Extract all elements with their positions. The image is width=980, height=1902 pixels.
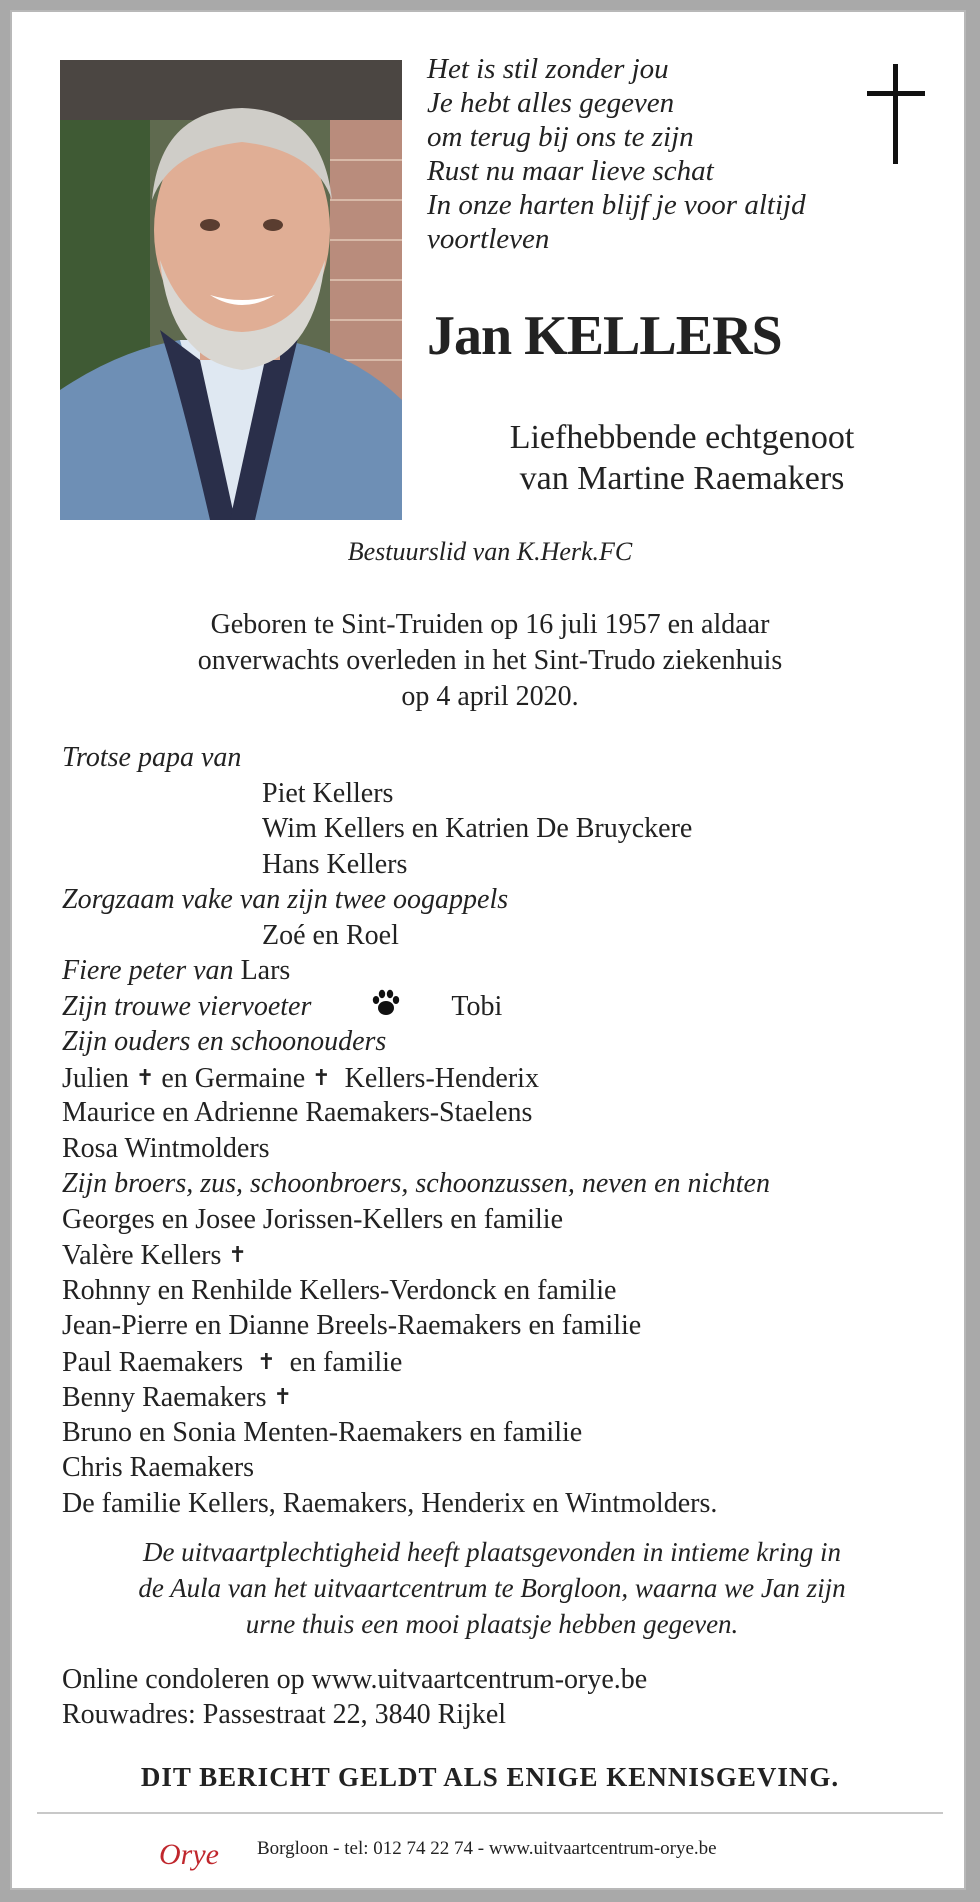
poem-line: voortleven	[427, 223, 550, 255]
sibling-line	[62, 1237, 942, 1273]
poem-line: Rust nu maar lieve schat	[427, 155, 714, 187]
ceremony-text	[52, 1534, 932, 1642]
parents-heading: Zijn ouders en schoonouders	[62, 1026, 387, 1057]
spouse-line-2: van Martine Raemakers	[519, 460, 845, 497]
grandchildren-names: Zoé en Roel	[262, 919, 399, 951]
pet-line	[62, 989, 942, 1025]
paw-icon	[371, 989, 401, 1017]
parent-name: Julien	[62, 1062, 129, 1094]
godchild-name: Lars	[240, 955, 291, 986]
pet-name: Tobi	[451, 990, 503, 1022]
poem-line: Je hebt alles gegeven	[427, 87, 675, 119]
child-name: Piet Kellers	[262, 777, 394, 809]
birth-death-text	[12, 607, 968, 715]
ceremony-line: de Aula van het uitvaartcentrum te Borgloon, waarna we Jan zijn	[138, 1573, 846, 1603]
cross-icon: ✝	[257, 1348, 276, 1374]
child-name: Hans Kellers	[262, 848, 408, 880]
ceremony-line: urne thuis een mooi plaatsje hebben gegeven.	[245, 1609, 739, 1639]
grandchildren-heading: Zorgzaam vake van zijn twee oogappels	[62, 884, 509, 915]
divider	[37, 1812, 943, 1814]
board-member-line: Bestuurslid van K.Herk.FC	[347, 537, 633, 566]
obituary-card	[10, 10, 966, 1890]
cross-icon: ✝	[273, 1384, 292, 1409]
sibling-line: Jean-Pierre en Dianne Breels-Raemakers en familie	[62, 1310, 642, 1341]
pet-heading: Zijn trouwe viervoeter	[62, 990, 312, 1022]
address-line: Rouwadres: Passestraat 22, 3840 Rijkel	[62, 1699, 507, 1730]
parent-name: en Germaine	[161, 1062, 306, 1094]
sibling-line: Georges en Josee Jorissen-Kellers en familie	[62, 1203, 563, 1235]
birth-death-line: Geboren te Sint-Truiden op 16 juli 1957 en aldaar	[210, 609, 770, 640]
birth-death-line: onverwachts overleden in het Sint-Trudo ziekenhuis	[197, 645, 783, 676]
family-list	[62, 740, 942, 1521]
cross-icon: ✝	[228, 1242, 247, 1267]
cross-icon: ✝	[135, 1064, 155, 1090]
sibling-name: Valère Kellers	[62, 1240, 222, 1271]
notice-line: DIT BERICHT GELDT ALS ENIGE KENNISGEVING.	[140, 1762, 840, 1792]
ceremony-line: De uitvaartplechtigheid heeft plaatsgevonden in intieme kring in	[142, 1537, 842, 1567]
sibling-line: Rohnny en Renhilde Kellers-Verdonck en familie	[62, 1274, 617, 1306]
sibling-line: Chris Raemakers	[62, 1452, 255, 1483]
parent-surname: Kellers-Henderix	[344, 1062, 539, 1094]
godchild-line	[62, 953, 942, 989]
children-heading: Trotse papa van	[62, 742, 242, 773]
sibling-name: Benny Raemakers	[62, 1382, 267, 1413]
birth-death-line: op 4 april 2020.	[401, 681, 579, 712]
sibling-line	[62, 1379, 942, 1415]
poem-line: Het is stil zonder jou	[427, 53, 669, 85]
sibling-line	[62, 1344, 942, 1380]
families-line: De familie Kellers, Raemakers, Henderix en Wintmolders.	[62, 1487, 718, 1519]
parents-line	[62, 1060, 942, 1096]
godfather-heading: Fiere peter van	[62, 955, 234, 986]
deceased-name: Jan KELLERS	[427, 305, 782, 367]
parents-line: Rosa Wintmolders	[62, 1132, 270, 1164]
cross-icon	[867, 64, 927, 164]
cross-icon: ✝	[312, 1064, 331, 1090]
spouse-line	[442, 417, 922, 499]
sibling-name: Paul Raemakers	[62, 1346, 244, 1378]
funeral-home-logo	[157, 1832, 232, 1872]
sibling-suffix: en familie	[289, 1346, 403, 1378]
poem-line: In onze harten blijf je voor altijd	[427, 189, 806, 221]
condolence-line: Online condoleren op www.uitvaartcentrum-orye.be	[62, 1664, 648, 1695]
sibling-line: Bruno en Sonia Menten-Raemakers en familie	[62, 1416, 583, 1448]
contact-info	[62, 1662, 647, 1732]
footer-contact: Borgloon - tel: 012 74 22 74 - www.uitvaartcentrum-orye.be	[257, 1838, 717, 1859]
spouse-line-1: Liefhebbende echtgenoot	[509, 419, 855, 456]
child-name: Wim Kellers en Katrien De Bruyckere	[262, 813, 693, 844]
portrait-photo	[60, 60, 402, 520]
poem	[427, 52, 806, 256]
parents-line: Maurice en Adrienne Raemakers-Staelens	[62, 1097, 533, 1128]
siblings-heading: Zijn broers, zus, schoonbroers, schoonzussen, neven en nichten	[62, 1168, 770, 1199]
svg-text:Orye: Orye	[159, 1838, 219, 1871]
poem-line: om terug bij ons te zijn	[427, 121, 694, 153]
